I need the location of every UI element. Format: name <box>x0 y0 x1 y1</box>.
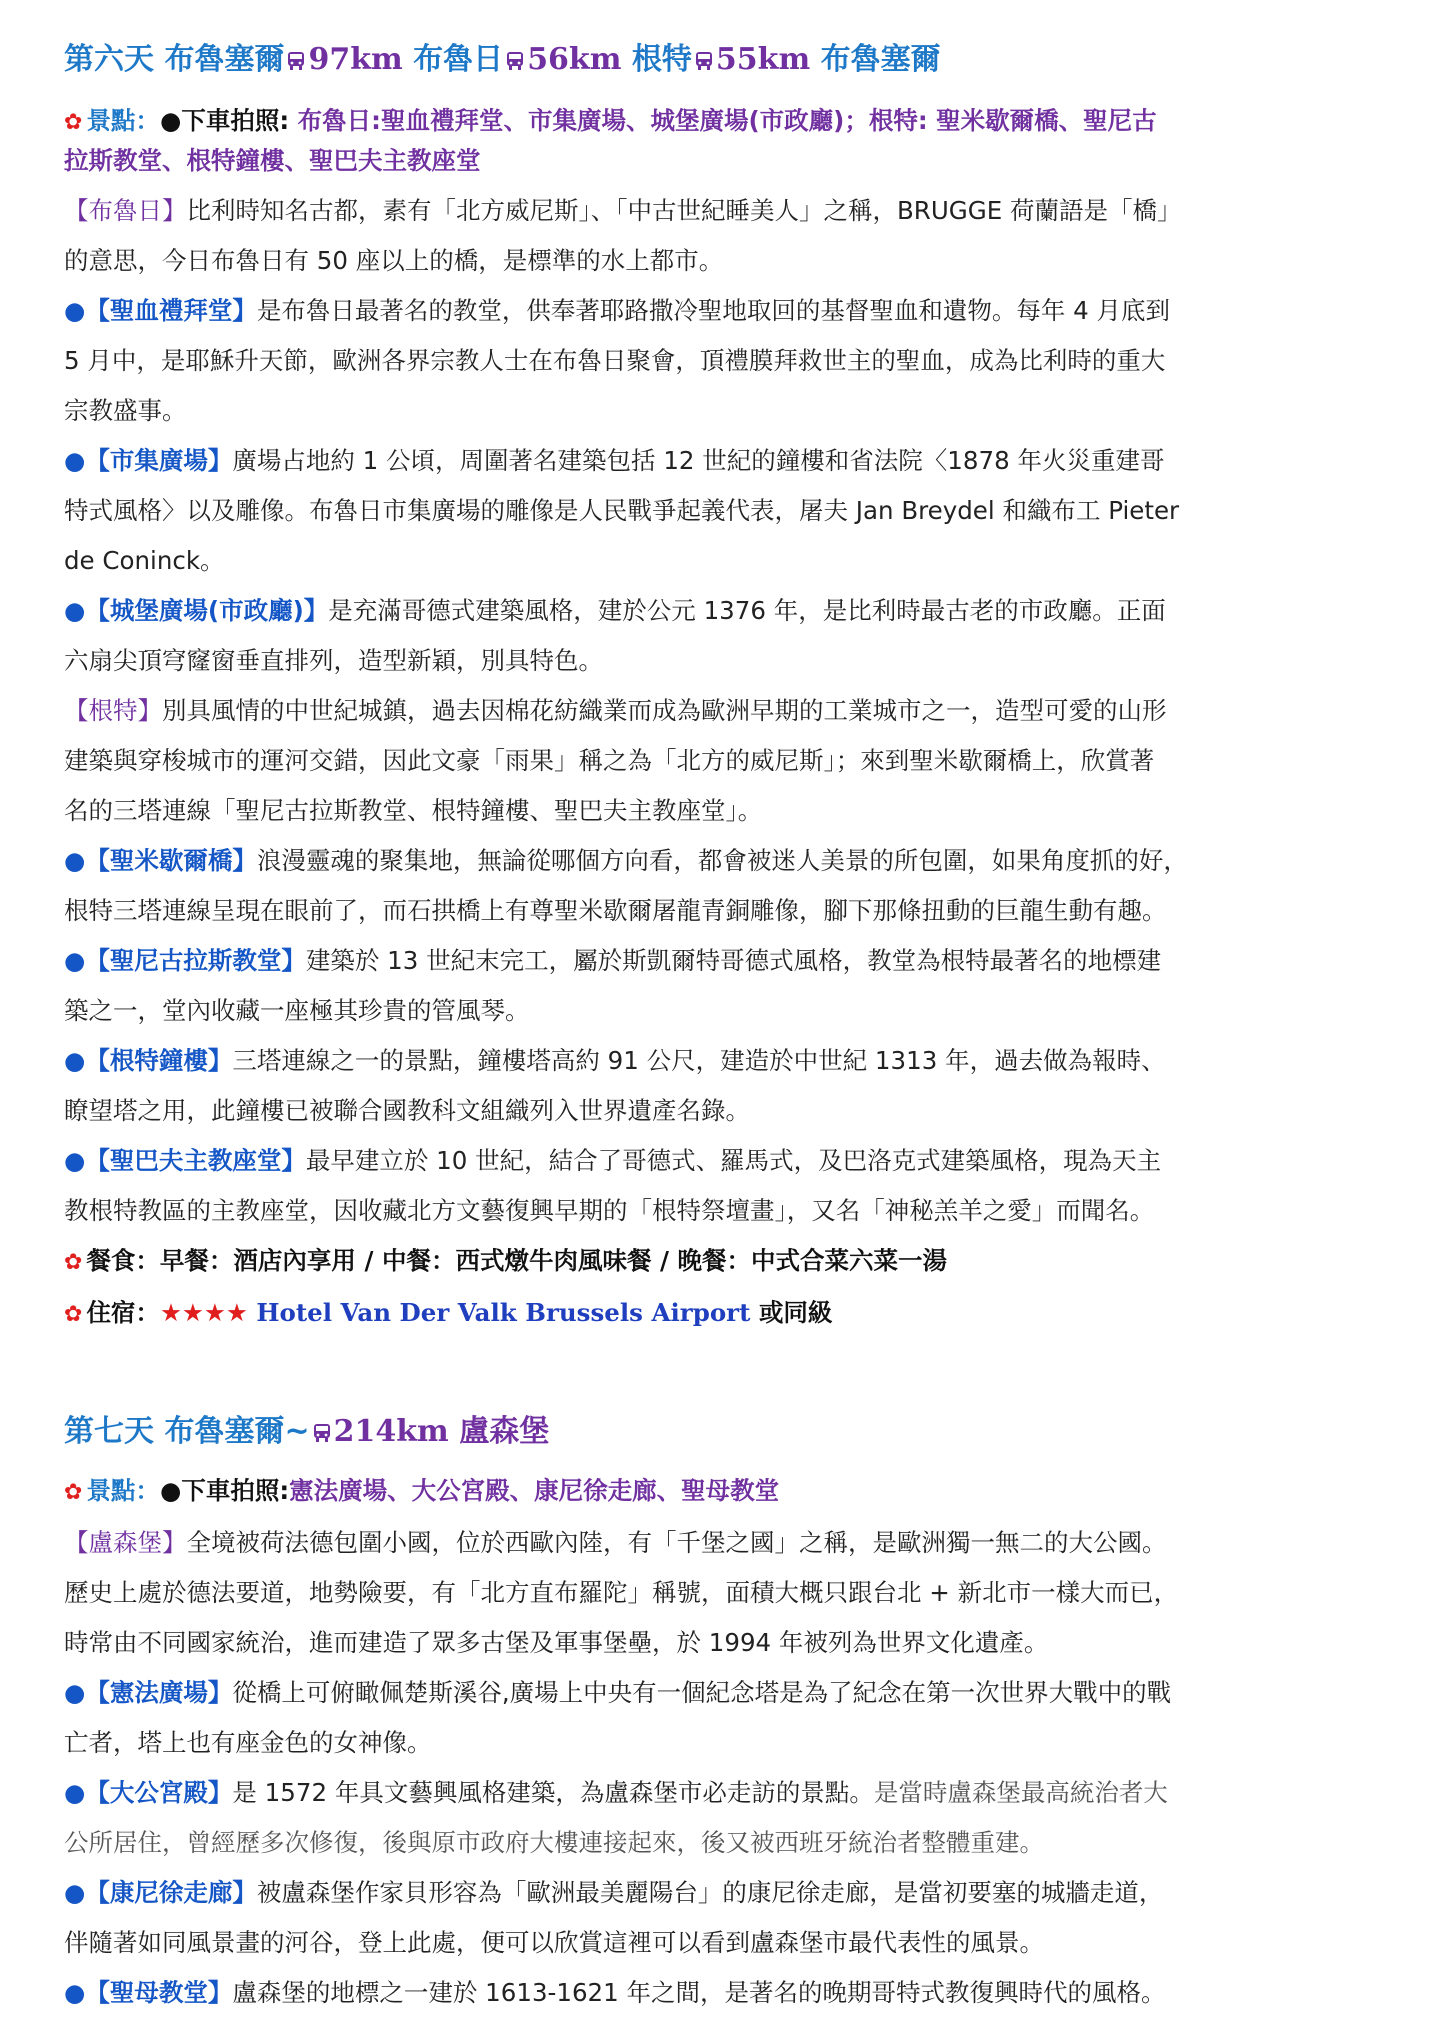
bullet-icon: ● <box>64 1678 86 1707</box>
day6-title: 第六天 布魯塞爾 97km 布魯日 56km 根特 55km 布魯塞爾 <box>64 42 941 77</box>
bus-icon <box>506 51 524 71</box>
ghent-paragraph: 【根特】別具風情的中世紀城鎮，過去因棉花紡織業而成為歐洲早期的工業城市之一，造型可愛的山形 <box>64 696 1167 725</box>
star-rating: ★★★★ <box>159 1298 248 1327</box>
bruges-paragraph: 【布魯日】比利時知名古都，素有「北方威尼斯」、「中古世紀睡美人」之稱，BRUGGE 荷蘭語是「橋」 <box>64 196 1182 225</box>
bus-icon <box>287 51 305 71</box>
bruges-label: 【布魯日】 <box>64 196 187 225</box>
ghent-label: 【根特】 <box>64 696 162 725</box>
bus-icon <box>313 1423 331 1443</box>
corniche-paragraph: ●【康尼徐走廊】被盧森堡作家貝形容為「歐洲最美麗陽台」的康尼徐走廊，是當初要塞的城牆走道， <box>64 1878 1164 1907</box>
day6-dist-3: 55km <box>715 42 811 77</box>
st-bavo-paragraph: ●【聖巴夫主教座堂】最早建立於 10 世紀，結合了哥德式、羅馬式，及巴洛克式建築風格，現為天主 <box>64 1146 1162 1175</box>
st-nicholas-paragraph: ●【聖尼古拉斯教堂】建築於 13 世紀末完工，屬於斯凱爾特哥德式風格，教堂為根特最著名的地標建 <box>64 946 1162 975</box>
burg-square-paragraph: ●【城堡廣場(市政廳)】是充滿哥德式建築風格，建於公元 1376 年，是比利時最古老的市政廳。正面 <box>64 596 1166 625</box>
bullet-icon: ● <box>64 596 86 625</box>
day6-dist-2: 56km <box>527 42 622 77</box>
bullet-icon: ● <box>64 846 86 875</box>
belfry-paragraph: ●【根特鐘樓】三塔連線之一的景點，鐘樓塔高約 91 公尺，建造於中世紀 1313 年，過去做為報時、 <box>64 1046 1166 1075</box>
day7-dist-1: 214km <box>333 1414 449 1449</box>
bullet-icon: ● <box>64 1046 86 1075</box>
day6-meals: ✿ 餐食：早餐：酒店內享用 / 中餐：西式燉牛肉風味餐 / 晚餐：中式合菜六菜一湯 <box>64 1246 947 1275</box>
bus-icon <box>695 51 713 71</box>
flower-icon: ✿ <box>64 1480 83 1505</box>
bullet-icon: ● <box>64 946 86 975</box>
grand-ducal-palace-paragraph: ●【大公宮殿】是 1572 年具文藝興風格建築，為盧森堡市必走訪的景點。是當時盧森堡最高統治者大 <box>64 1778 1168 1807</box>
day7-title: 第七天 布魯塞爾~ 214km 盧森堡 <box>64 1414 550 1449</box>
holy-blood-paragraph: ●【聖血禮拜堂】是布魯日最著名的教堂，供奉著耶路撒冷聖地取回的基督聖血和遺物。每年 4 月底到 <box>64 296 1171 325</box>
day6-sights: ✿ 景點：●下車拍照: 布魯日:聖血禮拜堂、市集廣場、城堡廣場(市政廳)；根特: 聖米歇爾橋、聖尼古 <box>64 106 1157 135</box>
constitution-square-paragraph: ●【憲法廣場】從橋上可俯瞰佩楚斯溪谷,廣場上中央有一個紀念塔是為了紀念在第一次世界大戰中的戰 <box>64 1678 1172 1707</box>
itinerary-page: 第六天 布魯塞爾 97km 布魯日 56km 根特 55km 布魯塞爾 ✿ 景點：●下車拍照: 布魯日:聖血禮拜堂、市集廣場、城堡廣場(市政廳)；根特: 聖米歇爾橋、聖尼古 拉斯教堂、根特鐘樓、聖巴夫主教座堂 【布魯日】比利時知名古都，素有「北方威尼斯」、「中古世紀睡美人」之稱，BRUGGE 荷蘭語是「橋」 的意思，今日布魯日有 50 座以上的橋，是標準的水上都市。 ●【聖血禮拜堂】是布魯日最著名的教堂，供奉著耶路撒冷聖地取回的基督聖血和遺物。每年 4 月底到 5 月中，是耶穌升天節，歐洲各界宗教人士在布魯日聚會，頂禮膜拜救世主的聖血，成為比利時的重大 宗教盛事。 ●【市集廣場】廣場占地約 1 公頃，周圍著名建築包括 12 世紀的鐘樓和省法院〈1878 年火災重建哥 特式風格〉以及雕像。布魯日市集廣場的雕像是人民戰爭起義代表，屠夫 Jan Breydel 和織布工 Pieter de Coninck。 ●【城堡廣場(市政廳)】是充滿哥德式建築風格，建於公元 1376 年，是比利時最古老的市政廳。正面 六扇尖頂穹窿窗垂直排列，造型新穎，別具特色。 【根特】別具風情的中世紀城鎮，過去因棉花紡織業而成為歐洲早期的工業城市之一，造型可愛的山形 建築與穿梭城市的運河交錯，因此文豪「雨果」稱之為「北方的威尼斯」；來到聖米歇爾橋上，欣賞著 名的三塔連線「聖尼古拉斯教堂、根特鐘樓、聖巴夫主教座堂」。 ●【聖米歇爾橋】浪漫靈魂的聚集地，無論從哪個方向看，都會被迷人美景的所包圍，如果角度抓的好， 根特三塔連線呈現在眼前了，而石拱橋上有尊聖米歇爾屠龍青銅雕像，腳下那條扭動的巨龍生動有趣。 ●【聖尼古拉斯教堂】建築於 13 世紀末完工，屬於斯凱爾特哥德式風格，教堂為根特最著名的地標建 築之一，堂內收藏一座極其珍貴的管風琴。 ●【根特鐘樓】三塔連線之一的景點，鐘樓塔高約 91 公尺，建造於中世紀 1313 年，過去做為報時、 瞭望塔之用，此鐘樓已被聯合國教科文組織列入世界遺產名錄。 ●【聖巴夫主教座堂】最早建立於 10 世紀，結合了哥德式、羅馬式，及巴洛克式建築風格，現為天主 教根特教區的主教座堂，因收藏北方文藝復興早期的「根特祭壇畫」，又名「神秘羔羊之愛」而聞名。 ✿ 餐食：早餐：酒店內享用 / 中餐：西式燉牛肉風味餐 / 晚餐：中式合菜六菜一湯 ✿ 住宿：★★★★ Hotel Van Der Valk Brussels Airport 或同級 第七天 布魯塞爾~ 214km 盧森堡 ✿ 景點：●下車拍照:憲法廣場、大公宮殿、康尼徐走廊、聖母教堂 【盧森堡】全境被荷法德包圍小國，位於西歐內陸，有「千堡之國」之稱，是歐洲獨一無二的大公國。 歷史上處於德法要道，地勢險要，有「北方直布羅陀」稱號，面積大概只跟台北 + 新北市一樣大而已， 時常由不同國家統治，進而建造了眾多古堡及軍事堡壘，於 1994 年被列為世界文化遺產。 ●【憲法廣場】從橋上可俯瞰佩楚斯溪谷,廣場上中央有一個紀念塔是為了紀念在第一次世界大戰中的戰 亡者，塔上也有座金色的女神像。 ●【大公宮殿】是 1572 年具文藝興風格建築，為盧森堡市必走訪的景點。是當時盧森堡最高統治者大 公所居住，曾經歷多次修復，後與原市政府大樓連接起來，後又被西班牙統治者整體重建。 ●【康尼徐走廊】被盧森堡作家貝形容為「歐洲最美麗陽台」的康尼徐走廊，是當初要塞的城牆走道， 伴隨著如同風景畫的河谷，登上此處，便可以欣賞這裡可以看到盧森堡市最代表性的風景。 ●【聖母教堂】盧森堡的地標之一建於 1613-1621 年之間，是著名的晚期哥特式教復興時代的風格。 <box>0 0 1440 2036</box>
bullet-icon: ● <box>64 1146 86 1175</box>
luxembourg-label: 【盧森堡】 <box>64 1528 187 1557</box>
bullet-icon: ● <box>64 296 86 325</box>
bullet-icon: ● <box>64 1778 86 1807</box>
notre-dame-paragraph: ●【聖母教堂】盧森堡的地標之一建於 1613-1621 年之間，是著名的晚期哥特式教復興時代的風格。 <box>64 1978 1166 2007</box>
bullet-icon: ● <box>64 1878 86 1907</box>
market-square-paragraph: ●【市集廣場】廣場占地約 1 公頃，周圍著名建築包括 12 世紀的鐘樓和省法院〈1878 年火災重建哥 <box>64 446 1165 475</box>
flower-icon: ✿ <box>64 1250 83 1275</box>
day7-sights: ✿ 景點：●下車拍照:憲法廣場、大公宮殿、康尼徐走廊、聖母教堂 <box>64 1476 780 1505</box>
luxembourg-paragraph: 【盧森堡】全境被荷法德包圍小國，位於西歐內陸，有「千堡之國」之稱，是歐洲獨一無二的大公國。 <box>64 1528 1167 1557</box>
flower-icon: ✿ <box>64 110 83 135</box>
st-michael-bridge-paragraph: ●【聖米歇爾橋】浪漫靈魂的聚集地，無論從哪個方向看，都會被迷人美景的所包圍，如果角度抓的好， <box>64 846 1188 875</box>
flower-icon: ✿ <box>64 1302 83 1327</box>
day6-dist-1: 97km <box>308 42 403 77</box>
hotel-name: Hotel Van Der Valk Brussels Airport <box>247 1298 759 1327</box>
bullet-icon: ● <box>64 446 86 475</box>
day6-hotel: ✿ 住宿：★★★★ Hotel Van Der Valk Brussels Airport 或同級 <box>64 1298 833 1327</box>
bullet-icon: ● <box>64 1978 86 2007</box>
